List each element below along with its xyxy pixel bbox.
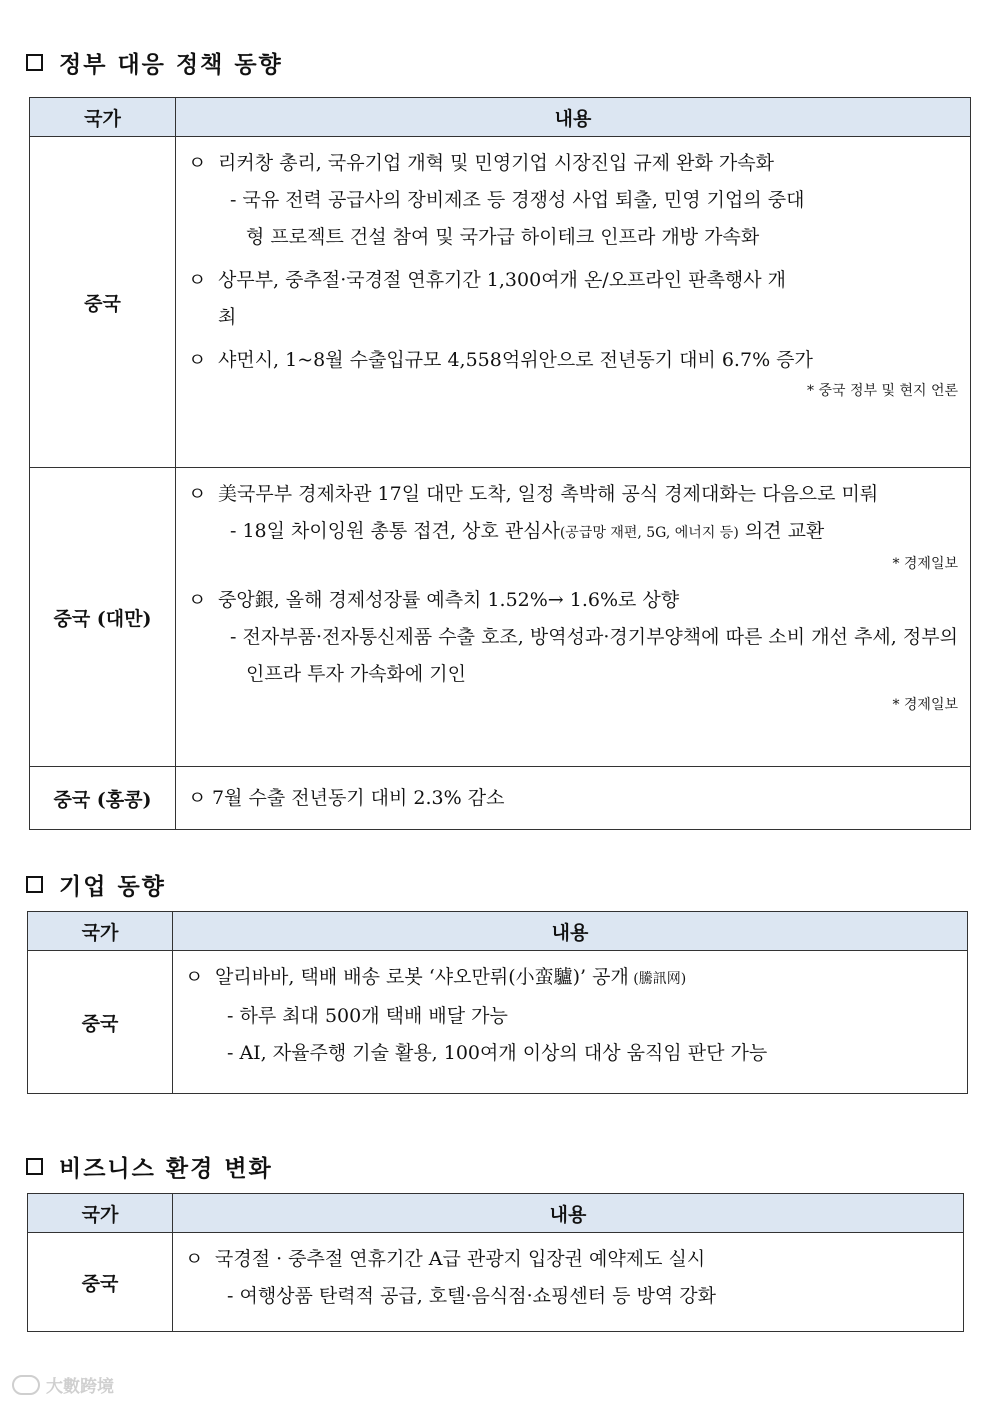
bullet-item: ㅇ 국경절 · 중추절 연휴기간 A급 관광지 입장권 예약제도 실시 bbox=[185, 1248, 706, 1270]
dash-item: - 여행상품 탄력적 공급, 호텔·음식점·쇼핑센터 등 방역 강화 bbox=[227, 1285, 716, 1307]
table-row bbox=[28, 1233, 964, 1332]
country-cell: 중국 bbox=[28, 951, 173, 1094]
dash-item: - AI, 자율주행 기술 활용, 100여개 이상의 대상 움직임 판단 가능 bbox=[227, 1042, 768, 1064]
bullet-item: ㅇ 상무부, 중추절·국경절 연휴기간 1,300여개 온/오프라인 판촉행사 개최 bbox=[188, 269, 786, 328]
country-cell: 중국 (대만) bbox=[30, 468, 176, 767]
dash-item: - 국유 전력 공급사의 장비제조 등 경쟁성 사업 퇴출, 민영 기업의 중대형 프로젝트 건설 참여 및 국가급 하이테크 인프라 개방 가속화 bbox=[230, 189, 805, 248]
content-cell bbox=[176, 468, 971, 767]
header-country: 국가 bbox=[28, 912, 173, 951]
section-title-policy: 정부 대응 정책 동향 bbox=[26, 46, 283, 79]
header-content: 내용 bbox=[176, 98, 971, 137]
header-country: 국가 bbox=[28, 1194, 173, 1233]
checkbox-square-icon bbox=[26, 1158, 43, 1175]
dash-item: - 전자부품·전자통신제품 수출 호조, 방역성과·경기부양책에 따른 소비 개선 추세, 정부의 인프라 투자 가속화에 기인 bbox=[230, 626, 958, 685]
country-cell: 중국 bbox=[28, 1233, 173, 1332]
content-cell bbox=[173, 951, 968, 1094]
bullet-item: ㅇ 리커창 총리, 국유기업 개혁 및 민영기업 시장진입 규제 완화 가속화 bbox=[188, 152, 774, 174]
table-row bbox=[28, 951, 968, 1094]
header-content: 내용 bbox=[173, 1194, 964, 1233]
content-cell bbox=[176, 137, 971, 468]
checkbox-square-icon bbox=[26, 54, 43, 71]
company-table bbox=[27, 911, 968, 1094]
section-title-companies: 기업 동향 bbox=[26, 868, 166, 901]
country-cell: 중국 (홍콩) bbox=[30, 767, 176, 830]
bullet-item: ㅇ 美국무부 경제차관 17일 대만 도착, 일정 촉박해 공식 경제대화는 다음으로 미뤄 bbox=[188, 483, 879, 505]
section-title-business-environment: 비즈니스 환경 변화 bbox=[26, 1150, 273, 1183]
table-row bbox=[30, 767, 971, 830]
country-cell: 중국 bbox=[30, 137, 176, 468]
table-header-row bbox=[28, 912, 968, 951]
bullet-item: ㅇ 중앙銀, 올해 경제성장률 예측치 1.52%→ 1.6%로 상향 bbox=[188, 589, 680, 611]
table-header-row bbox=[30, 98, 971, 137]
dash-item: - 18일 차이잉원 총통 접견, 상호 관심사(공급망 재편, 5G, 에너지 등) 의견 교환 bbox=[230, 520, 825, 542]
content-cell bbox=[176, 767, 971, 830]
checkbox-square-icon bbox=[26, 876, 43, 893]
table-row bbox=[30, 137, 971, 468]
dash-item: - 하루 최대 500개 택배 배달 가능 bbox=[227, 1005, 508, 1027]
watermark: 大數跨境 bbox=[12, 1372, 114, 1397]
watermark-logo-icon bbox=[12, 1375, 40, 1395]
header-country: 국가 bbox=[30, 98, 176, 137]
source-note: * 경제일보 bbox=[892, 556, 958, 572]
header-content: 내용 bbox=[173, 912, 968, 951]
table-row bbox=[30, 468, 971, 767]
bullet-item: ㅇ 알리바바, 택배 배송 로봇 ‘샤오만뤼(小蛮驢)’ 공개 (騰訊网) bbox=[185, 966, 687, 988]
business-table bbox=[27, 1193, 964, 1332]
source-note: * 중국 정부 및 현지 언론 bbox=[807, 383, 958, 399]
content-cell bbox=[173, 1233, 964, 1332]
table-header-row bbox=[28, 1194, 964, 1233]
bullet-item: ㅇ 7월 수출 전년동기 대비 2.3% 감소 bbox=[188, 786, 505, 809]
bullet-item: ㅇ 샤먼시, 1~8월 수출입규모 4,558억위안으로 전년동기 대비 6.7% 증가 bbox=[188, 349, 813, 371]
policy-table bbox=[29, 97, 971, 830]
source-note: * 경제일보 bbox=[892, 697, 958, 713]
